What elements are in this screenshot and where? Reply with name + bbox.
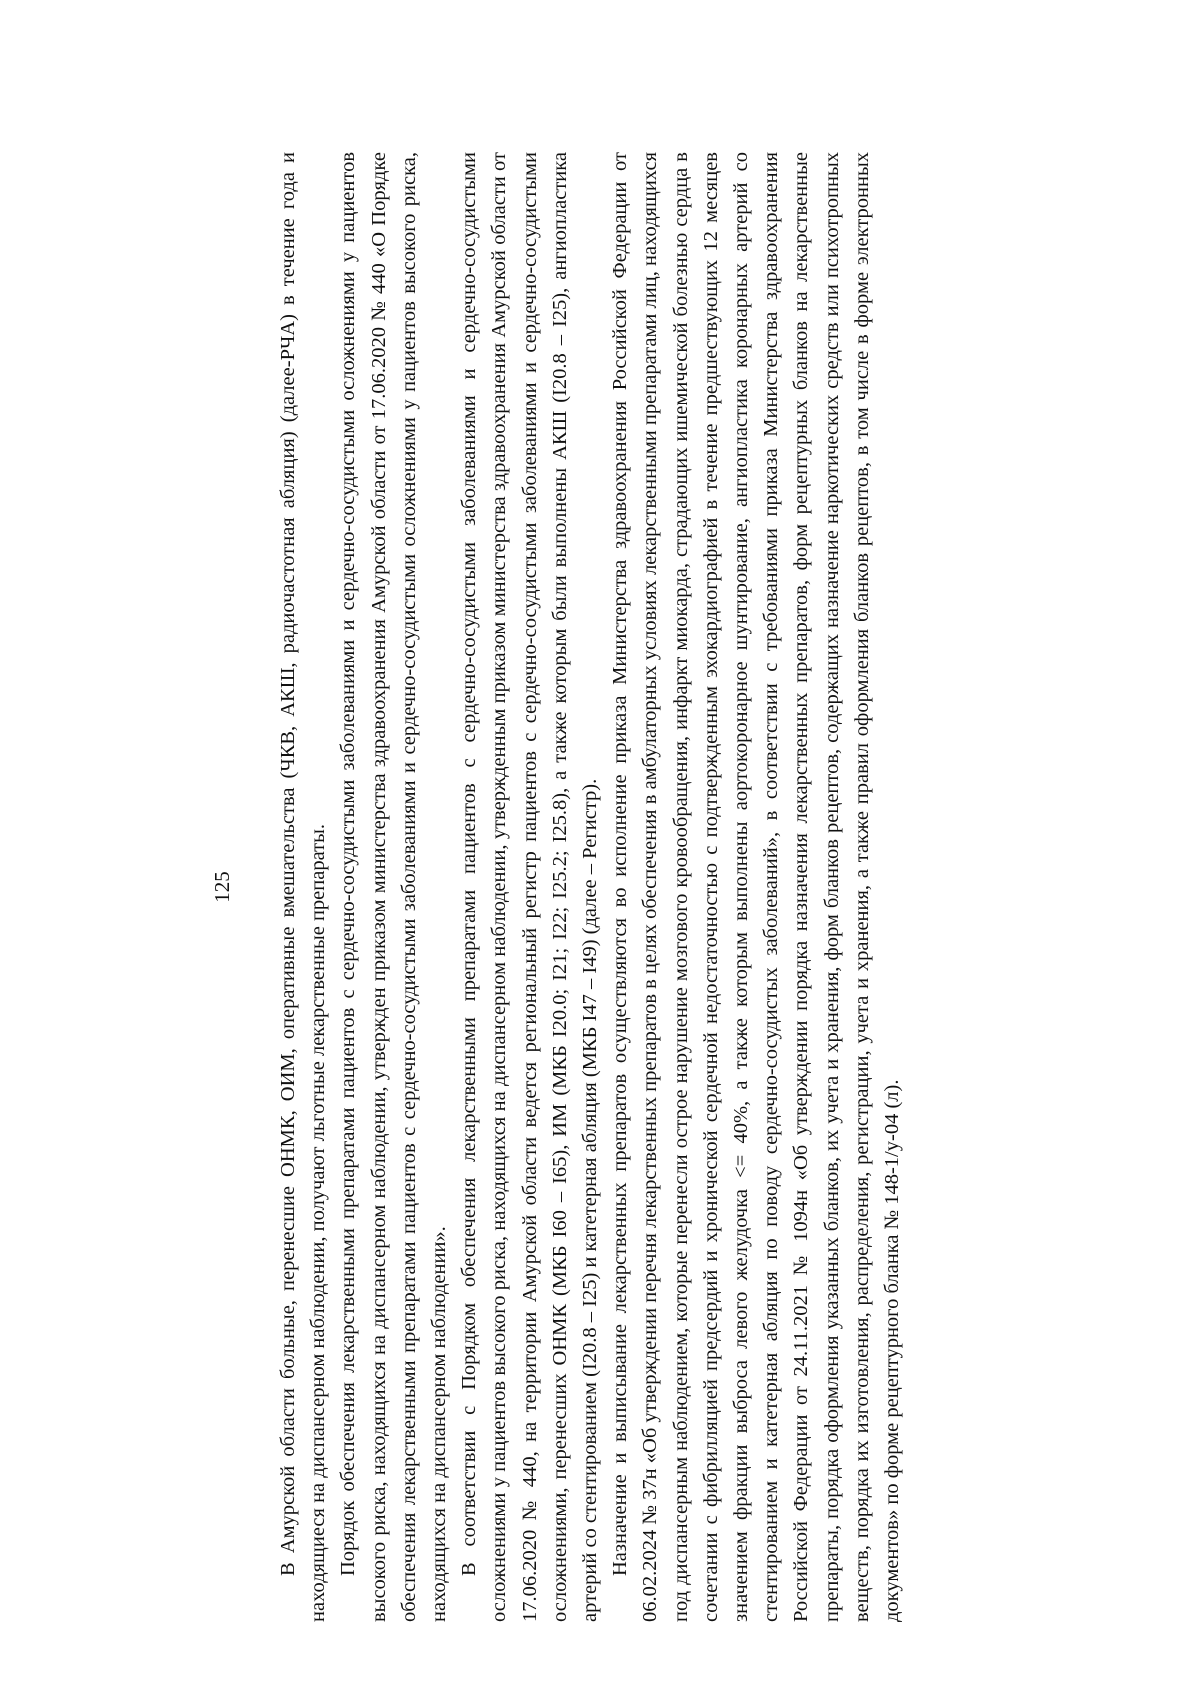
page-number: 125 xyxy=(210,871,234,903)
paragraph-3: В соответствии с Порядком обеспечения лекарственными препаратами пациентов с сердечно-сосудистыми заболеваниями и сердечно-сосудистыми осложнениями у пациентов высокого риска, находящихся на диспансерном наблюдении, утвержденным приказом министерства здравоохранения Амурской области от 17.06.2020 № 440, на территории Амурской области ведется региональный регистр пациентов с сердечно-сосудистыми заболеваниями и сердечно-сосудистыми осложнениями, перенесших ОНМК (МКБ I60 – I65), ИМ (МКБ I20.0; I21; I22; I25.2; I25.8), а также которым были выполнены АКШ (I20.8 – I25), ангиопластика артерий со стентированием (I20.8 – I25) и катетерная абляция (МКБ I47 – I49) (далее – Регистр). xyxy=(458,152,602,1622)
document-body xyxy=(273,152,907,1622)
paragraph-4: Назначение и выписывание лекарственных препаратов осуществляются во исполнение приказа Министерства здравоохранения Российской Федерации от 06.02.2024 № 37н «Об утверждении перечня лекарственных препаратов в целях обеспечения в амбулаторных условиях лекарственными препаратами лиц, находящихся под диспансерным наблюдением, которые перенесли острое нарушение мозгового кровообращения, инфаркт миокарда, страдающих ишемической болезнью сердца в сочетании с фибрилляцией предсердий и хронической сердечной недостаточностью с подтвержденным эхокардиографией в течение предшествующих 12 месяцев значением фракции выброса левого желудочка <= 40%, а также которым выполнены аортокоронарное шунтирование, ангиопластика коронарных артерий со стентированием и катетерная абляция по поводу сердечно-сосудистых заболеваний», в соответствии с требованиями приказа Министерства здравоохранения Российской Федерации от 24.11.2021 № 1094н «Об утверждении порядка назначения лекарственных препаратов, форм рецептурных бланков на лекарственные препараты, порядка оформления указанных бланков, их учета и хранения, форм бланков рецептов, содержащих назначение наркотических средств или психотропных веществ, порядка их изготовления, распределения, регистрации, учета и хранения, а также правил оформления бланков рецептов, в том числе в форме электронных документов» по форме рецептурного бланка № 148-1/у-04 (л). xyxy=(609,152,904,1622)
paragraph-2: Порядок обеспечения лекарственными препаратами пациентов с сердечно-сосудистыми заболеваниями и сердечно-сосудистыми осложнениями у пациентов высокого риска, находящихся на диспансерном наблюдении, утвержден приказом министерства здравоохранения Амурской области от 17.06.2020 № 440 «О Порядке обеспечения лекарственными препаратами пациентов с сердечно-сосудистыми заболеваниями и сердечно-сосудистыми осложнениями у пациентов высокого риска, находящихся на диспансерном наблюдении». xyxy=(337,152,451,1622)
paragraph-1: В Амурской области больные, перенесшие ОНМК, ОИМ, оперативные вмешательства (ЧКВ, АКШ, радиочастотная абляция) (далее-РЧА) в течение года и находящиеся на диспансерном наблюдении, получают льготные лекарственные препараты. xyxy=(277,152,330,1622)
rotated-content xyxy=(210,152,907,1622)
